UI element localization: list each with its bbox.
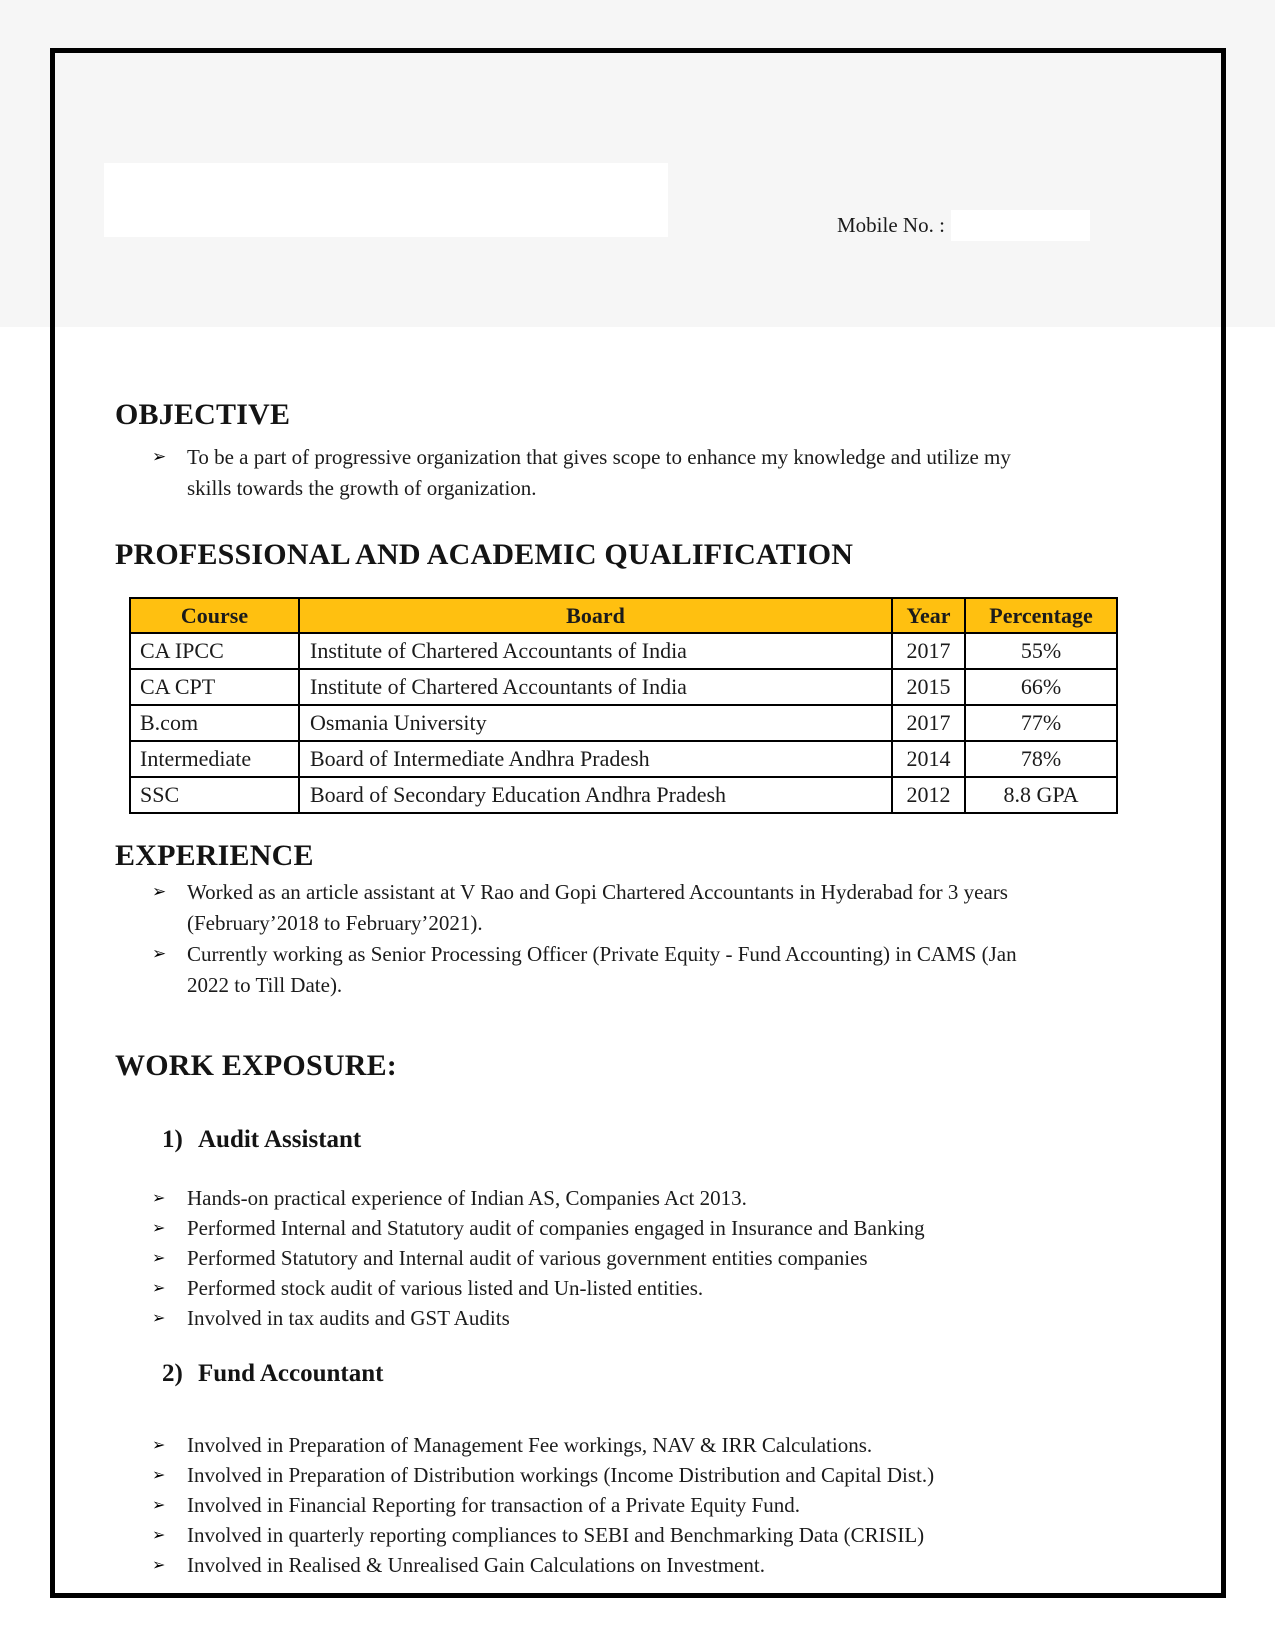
bullet-text: Worked as an article assistant at V Rao and Gopi Chartered Accountants in Hyderabad for 3 years (February’2018 to February’2021). bbox=[187, 880, 1008, 935]
column-header: Course bbox=[130, 598, 299, 633]
table-cell: SSC bbox=[130, 777, 299, 813]
bullet-text: Currently working as Senior Processing Officer (Private Equity - Fund Accounting) in CAMS (Jan 2022 to Till Date). bbox=[187, 942, 1017, 997]
table-cell: B.com bbox=[130, 705, 299, 741]
list-item bbox=[152, 1430, 934, 1460]
bullet-text: To be a part of progressive organization that gives scope to enhance my knowledge and utilize my skills towards the growth of organization. bbox=[187, 445, 1011, 500]
fund-accountant-list bbox=[152, 1430, 934, 1580]
table-cell: Intermediate bbox=[130, 741, 299, 777]
bullet-arrow-icon: ➢ bbox=[152, 447, 167, 467]
bullet-text: Performed Internal and Statutory audit of companies engaged in Insurance and Banking bbox=[187, 1216, 925, 1240]
table-cell: 8.8 GPA bbox=[965, 777, 1117, 813]
table-cell: 66% bbox=[965, 669, 1117, 705]
column-header: Percentage bbox=[965, 598, 1117, 633]
bullet-arrow-icon: ➢ bbox=[152, 882, 167, 902]
table-cell: 2015 bbox=[892, 669, 965, 705]
bullet-text: Involved in Preparation of Distribution workings (Income Distribution and Capital Dist.) bbox=[187, 1463, 935, 1487]
table-body bbox=[130, 633, 1117, 813]
mobile-number-row bbox=[837, 208, 1090, 242]
bullet-text: Involved in Realised & Unrealised Gain Calculations on Investment. bbox=[187, 1553, 765, 1577]
table-row bbox=[130, 741, 1117, 777]
section-title: Audit Assistant bbox=[198, 1126, 362, 1153]
objective-heading: OBJECTIVE bbox=[115, 398, 291, 431]
name-redacted-box bbox=[104, 163, 668, 237]
bullet-arrow-icon: ➢ bbox=[152, 1555, 166, 1574]
list-item bbox=[152, 1183, 925, 1213]
list-item bbox=[152, 1520, 934, 1550]
bullet-arrow-icon: ➢ bbox=[152, 1525, 166, 1544]
list-item bbox=[152, 1550, 934, 1580]
bullet-text: Hands-on practical experience of Indian AS, Companies Act 2013. bbox=[187, 1186, 747, 1210]
mobile-label: Mobile No. : bbox=[837, 212, 945, 237]
bullet-arrow-icon: ➢ bbox=[152, 1495, 166, 1514]
qualification-table bbox=[129, 597, 1118, 814]
bullet-arrow-icon: ➢ bbox=[152, 1248, 166, 1267]
section-title: Fund Accountant bbox=[198, 1360, 384, 1387]
table-cell: 77% bbox=[965, 705, 1117, 741]
list-item bbox=[152, 1303, 925, 1333]
table-row bbox=[130, 633, 1117, 669]
bullet-text: Involved in tax audits and GST Audits bbox=[187, 1306, 510, 1330]
objective-list bbox=[152, 442, 1037, 504]
bullet-arrow-icon: ➢ bbox=[152, 1278, 166, 1297]
table-cell: CA IPCC bbox=[130, 633, 299, 669]
audit-assistant-list bbox=[152, 1183, 925, 1333]
table-header-row bbox=[130, 598, 1117, 633]
list-item bbox=[152, 1490, 934, 1520]
bullet-text: Involved in Preparation of Management Fee workings, NAV & IRR Calculations. bbox=[187, 1433, 873, 1457]
list-item bbox=[152, 939, 1037, 1001]
column-header: Board bbox=[299, 598, 892, 633]
section-number: 1) bbox=[162, 1126, 183, 1153]
table-row bbox=[130, 777, 1117, 813]
bullet-text: Involved in quarterly reporting compliances to SEBI and Benchmarking Data (CRISIL) bbox=[187, 1523, 925, 1547]
bullet-arrow-icon: ➢ bbox=[152, 1435, 166, 1454]
table-cell: 2014 bbox=[892, 741, 965, 777]
table-cell: Institute of Chartered Accountants of India bbox=[299, 669, 892, 705]
table-cell: Institute of Chartered Accountants of India bbox=[299, 633, 892, 669]
work-exposure-section-1-title bbox=[162, 1126, 361, 1154]
table-row bbox=[130, 669, 1117, 705]
bullet-arrow-icon: ➢ bbox=[152, 1465, 166, 1484]
bullet-text: Involved in Financial Reporting for transaction of a Private Equity Fund. bbox=[187, 1493, 800, 1517]
experience-list bbox=[152, 877, 1037, 1001]
list-item bbox=[152, 1273, 925, 1303]
table-cell: 55% bbox=[965, 633, 1117, 669]
list-item bbox=[152, 1460, 934, 1490]
table-cell: Board of Intermediate Andhra Pradesh bbox=[299, 741, 892, 777]
experience-heading: EXPERIENCE bbox=[115, 839, 314, 872]
table-cell: 2017 bbox=[892, 705, 965, 741]
section-number: 2) bbox=[162, 1360, 183, 1387]
list-item bbox=[152, 1213, 925, 1243]
table-cell: Board of Secondary Education Andhra Pradesh bbox=[299, 777, 892, 813]
bullet-arrow-icon: ➢ bbox=[152, 1308, 166, 1327]
table-cell: Osmania University bbox=[299, 705, 892, 741]
bullet-text: Performed Statutory and Internal audit of various government entities companies bbox=[187, 1246, 868, 1270]
bullet-text: Performed stock audit of various listed and Un-listed entities. bbox=[187, 1276, 704, 1300]
table-cell: CA CPT bbox=[130, 669, 299, 705]
bullet-arrow-icon: ➢ bbox=[152, 1188, 166, 1207]
table-cell: 78% bbox=[965, 741, 1117, 777]
column-header: Year bbox=[892, 598, 965, 633]
table-cell: 2017 bbox=[892, 633, 965, 669]
table-row bbox=[130, 705, 1117, 741]
list-item bbox=[152, 442, 1037, 504]
work-exposure-heading: WORK EXPOSURE: bbox=[115, 1049, 397, 1082]
mobile-number-redacted-box bbox=[951, 210, 1090, 241]
bullet-arrow-icon: ➢ bbox=[152, 1218, 166, 1237]
table-cell: 2012 bbox=[892, 777, 965, 813]
list-item bbox=[152, 877, 1037, 939]
list-item bbox=[152, 1243, 925, 1273]
qualification-heading: PROFESSIONAL AND ACADEMIC QUALIFICATION bbox=[115, 538, 854, 571]
work-exposure-section-2-title bbox=[162, 1360, 383, 1388]
bullet-arrow-icon: ➢ bbox=[152, 944, 167, 964]
